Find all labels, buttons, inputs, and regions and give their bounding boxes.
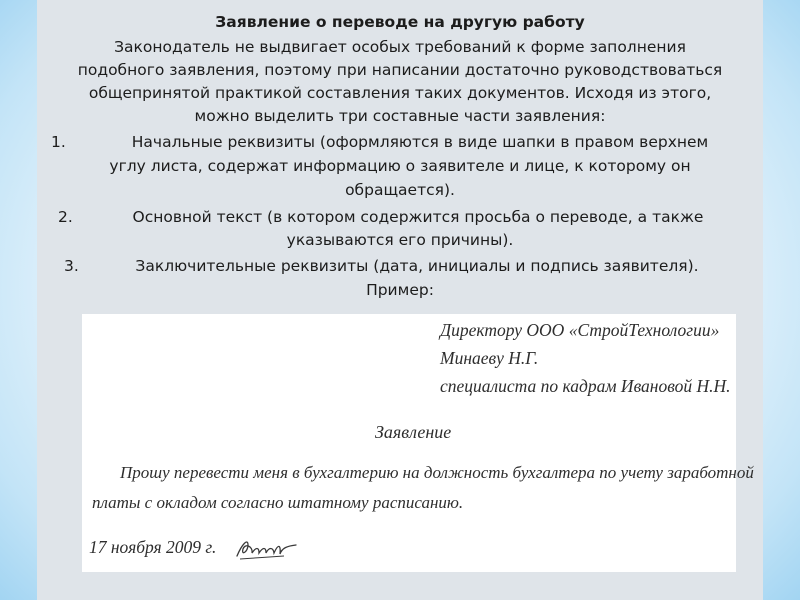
sample-header-line: Директору ООО «СтройТехнологии» — [440, 320, 720, 340]
list-item-line: углу листа, содержат информацию о заявителе и лице, к которому он — [109, 157, 691, 175]
list-item-line: Начальные реквизиты (оформляются в виде шапки в правом верхнем — [131, 133, 709, 151]
sample-header-line: Минаеву Н.Г. — [440, 348, 539, 368]
sample-document — [82, 314, 754, 572]
signature-image — [234, 534, 298, 564]
list-item-number: 3. — [64, 257, 79, 275]
sample-body-line: Прошу перевести меня в бухгалтерию на должность бухгалтера по учету заработной — [120, 463, 754, 482]
list-item-line: указываются его причины). — [286, 231, 514, 249]
intro-line: Законодатель не выдвигает особых требований к форме заполнения — [114, 38, 686, 56]
intro-line: подобного заявления, поэтому при написании достаточно руководствоваться — [77, 61, 723, 79]
list-item-line: обращается). — [345, 181, 455, 199]
list-item-number: 1. — [51, 133, 66, 151]
sample-header-line: специалиста по кадрам Ивановой Н.Н. — [440, 376, 731, 396]
example-label: Пример: — [366, 281, 434, 299]
list-item-number: 2. — [58, 208, 73, 226]
sample-date: 17 ноября 2009 г. — [89, 537, 217, 557]
list-item-line: Основной текст (в котором содержится просьба о переводе, а также — [132, 208, 704, 226]
sample-body-line: платы с окладом согласно штатному расписанию. — [92, 493, 464, 512]
intro-line: общепринятой практикой составления таких документов. Исходя из этого, — [88, 84, 712, 102]
list-item-line: Заключительные реквизиты (дата, инициалы и подпись заявителя). — [135, 257, 699, 275]
intro-line: можно выделить три составные части заявления: — [194, 107, 606, 125]
sample-title: Заявление — [375, 422, 452, 442]
slide-title: Заявление о переводе на другую работу — [215, 13, 585, 31]
